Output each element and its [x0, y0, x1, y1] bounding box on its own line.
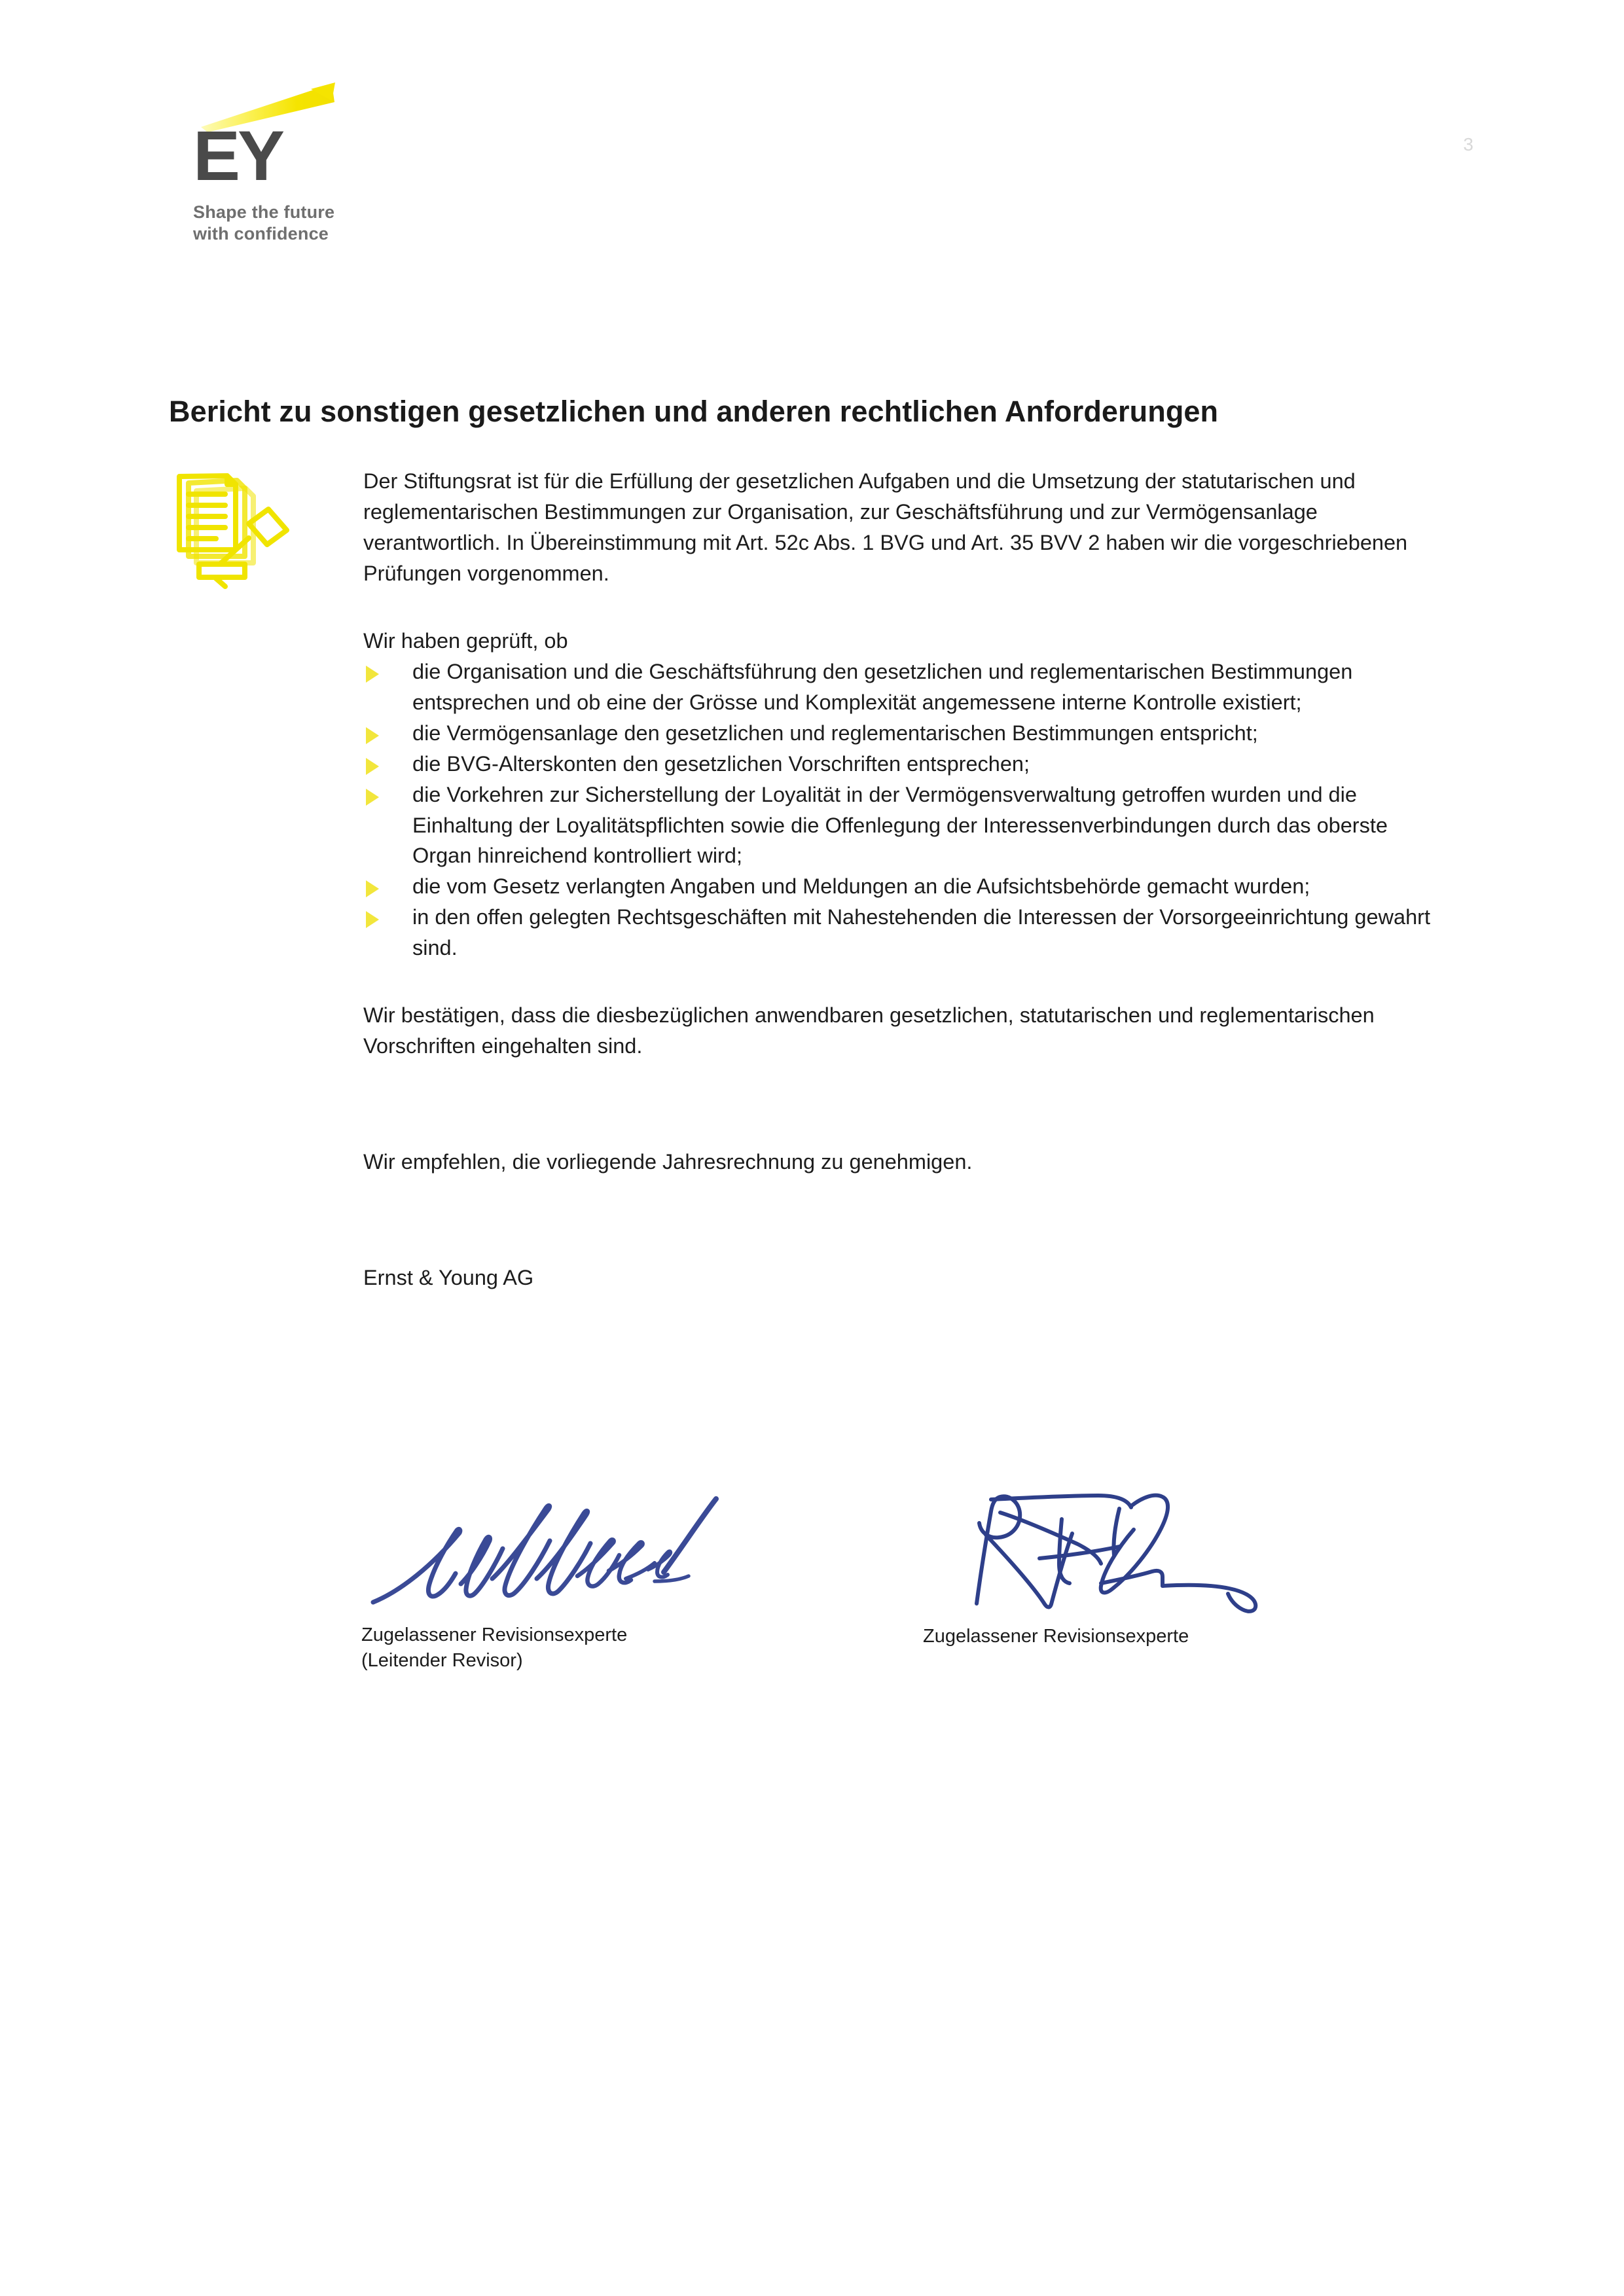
list-item [363, 871, 1447, 902]
list-item [363, 780, 1447, 872]
ey-tagline [193, 202, 468, 245]
triangle-bullet-icon [366, 666, 379, 683]
list-item-text: die BVG-Alterskonten den gesetzlichen Vorschriften entsprechen; [412, 751, 1030, 776]
list-item [363, 718, 1447, 749]
list-item-text: die Vorkehren zur Sicherstellung der Loyalität in der Vermögensverwaltung getroffen wurden und die Einhaltung der Loyalitätspflichten sowie die Offenlegung der Interessenverbindungen durch das oberste Organ hinreichend kontrolliert wird; [412, 782, 1388, 868]
list-item-text: die Vermögensanlage den gesetzlichen und reglementarischen Bestimmungen entspricht; [412, 721, 1258, 745]
ey-wordmark: EY [193, 116, 283, 195]
list-item [363, 656, 1447, 718]
signature-block-1 [361, 1492, 820, 1673]
spacer [363, 589, 1447, 626]
list-item-text: in den offen gelegten Rechtsgeschäften mit Nahestehenden die Interessen der Vorsorgeeinrichtung gewahrt sind. [412, 905, 1431, 960]
signature-subrole-1: (Leitender Revisor) [361, 1649, 523, 1671]
legal-documents-gavel-icon [165, 458, 296, 599]
spacer [363, 1177, 1447, 1263]
signature-role-1: Zugelassener Revisionsexperte [361, 1624, 628, 1645]
intro-paragraph: Der Stiftungsrat ist für die Erfüllung der gesetzlichen Aufgaben und die Umsetzung der statutarischen und reglementarischen Bestimmungen zur Organisation, zur Geschäftsführung und zur Vermögensanlage verantwortlich. In Übereinstimmung mit Art. 52c Abs. 1 BVG und Art. 35 BVV 2 haben wir die vorgeschriebenen Prüfungen vorgenommen. [363, 469, 1408, 585]
firm-name: Ernst & Young AG [363, 1266, 534, 1290]
confirmation-paragraph: Wir bestätigen, dass die diesbezüglichen anwendbaren gesetzlichen, statutarischen und reglementarischen Vorschriften eingehalten sind. [363, 1003, 1375, 1058]
checks-list [363, 656, 1447, 964]
spacer [363, 963, 1447, 1000]
signature-role-2: Zugelassener Revisionsexperte [923, 1626, 1189, 1647]
signature-block-2 [923, 1476, 1381, 1649]
ey-logo-mark [193, 79, 357, 196]
list-item-text: die vom Gesetz verlangten Angaben und Meldungen an die Aufsichtsbehörde gemacht wurden; [412, 874, 1310, 899]
signature-caption-2 [923, 1624, 1381, 1649]
signature-caption-1 [361, 1623, 820, 1673]
list-item-text: die Organisation und die Geschäftsführung den gesetzlichen und reglementarischen Bestimmungen entsprechen und ob eine der Grösse und Komplexität angemessene interne Kontrolle existiert; [412, 659, 1353, 714]
triangle-bullet-icon [366, 911, 379, 928]
ey-logo [193, 79, 468, 245]
triangle-bullet-icon [366, 789, 379, 806]
page-number: 3 [1463, 134, 1473, 154]
handwritten-signature-2 [923, 1476, 1329, 1617]
ey-tagline-line2: with confidence [193, 223, 329, 243]
ey-tagline-line1: Shape the future [193, 202, 335, 222]
triangle-bullet-icon [366, 758, 379, 775]
triangle-bullet-icon [366, 727, 379, 744]
list-item [363, 902, 1447, 963]
handwritten-signature-1 [361, 1492, 767, 1623]
spacer [363, 1062, 1447, 1147]
document-body [363, 466, 1447, 1293]
triangle-bullet-icon [366, 880, 379, 897]
recommendation-paragraph: Wir empfehlen, die vorliegende Jahresrechnung zu genehmigen. [363, 1150, 973, 1174]
page-title: Bericht zu sonstigen gesetzlichen und anderen rechtlichen Anforderungen [169, 395, 1219, 429]
checks-lead-in: Wir haben geprüft, ob [363, 628, 568, 653]
list-item [363, 749, 1447, 780]
